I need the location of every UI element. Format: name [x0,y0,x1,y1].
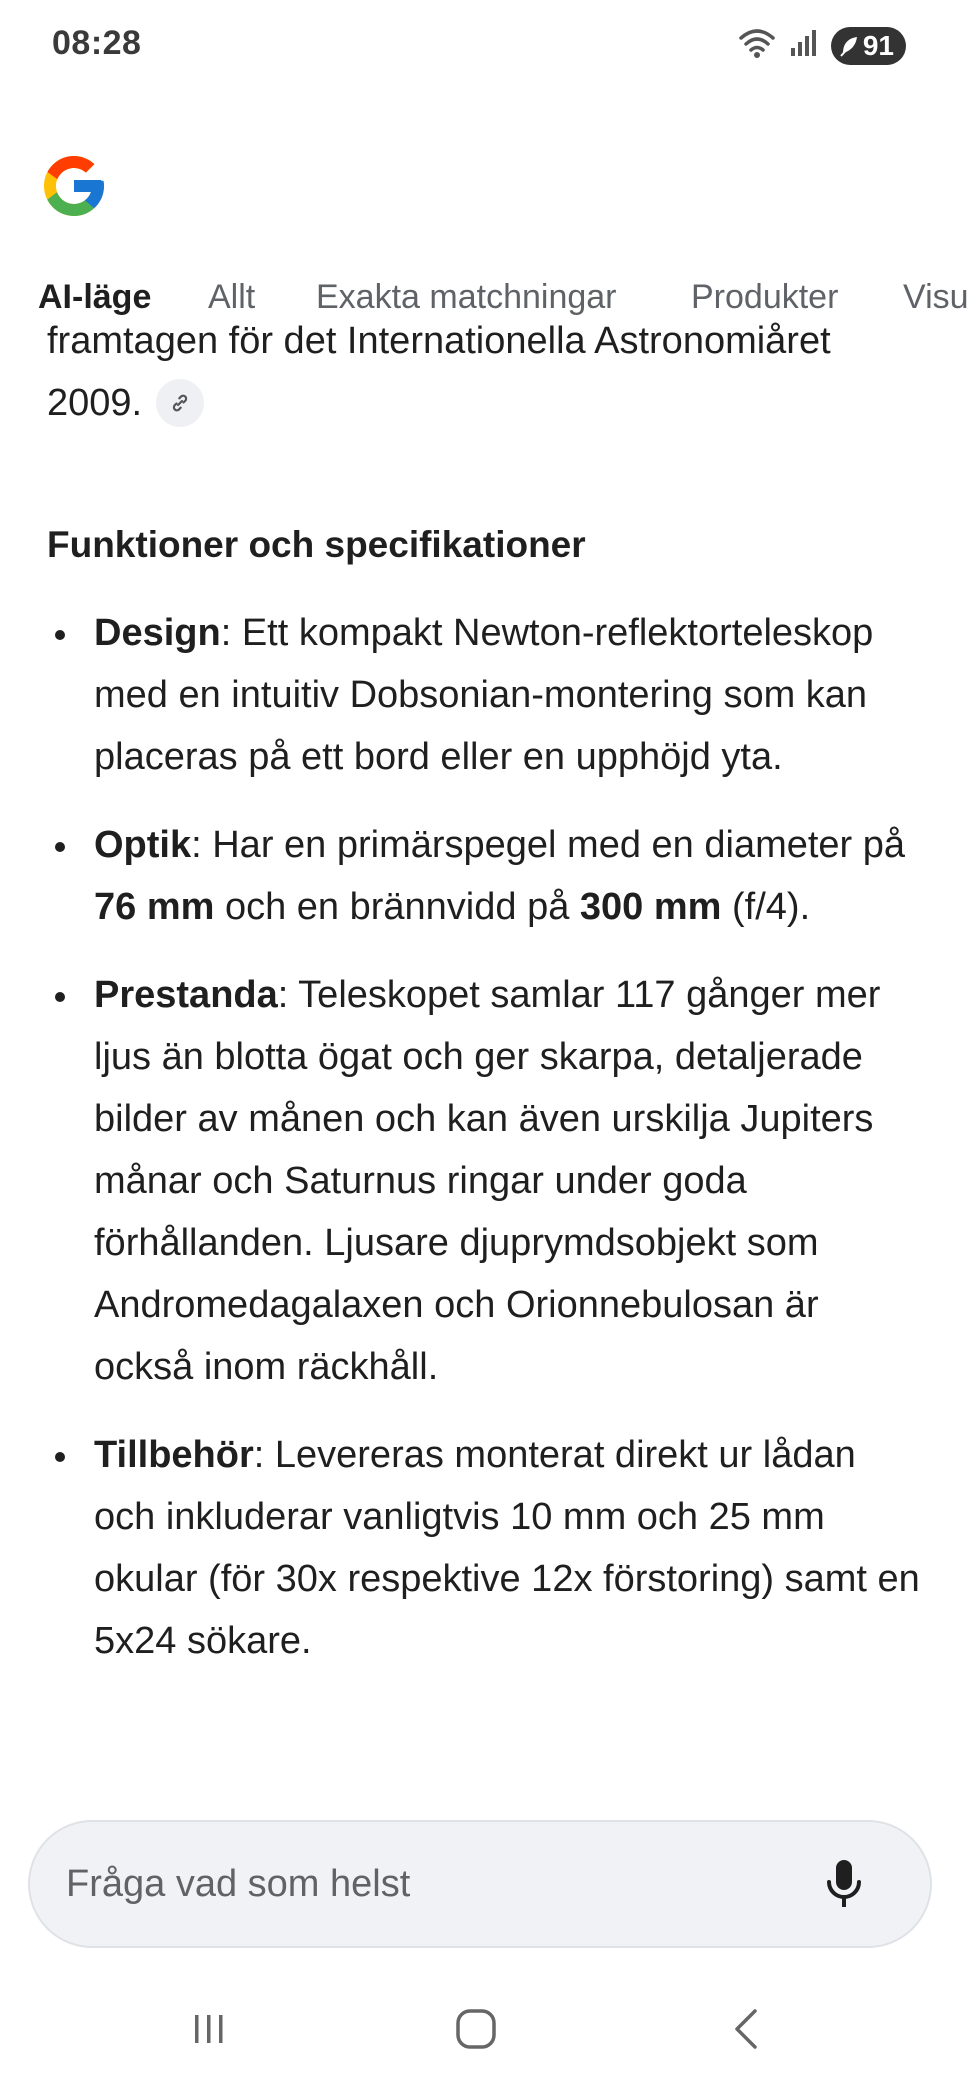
bullet-text: (f/4). [721,886,811,928]
status-bar [0,0,960,90]
bullet-text: och en brännvidd på [214,886,580,928]
list-item-design [47,602,927,788]
year-text: 2009. [47,382,143,424]
status-icons [737,26,906,65]
mic-icon[interactable] [814,1854,874,1914]
wifi-icon [737,26,777,65]
home-icon[interactable] [441,1994,511,2064]
spec-list [47,602,927,1698]
google-g-logo[interactable] [38,150,110,222]
clipped-text-line-2 [47,372,204,434]
status-time: 08:28 [52,24,142,62]
system-nav-bar [0,1980,960,2080]
ask-bar [28,1820,932,1948]
battery-icon [831,27,906,65]
ai-answer-content [47,320,927,1800]
back-icon[interactable] [712,1994,782,2064]
list-item-accessories [47,1424,927,1672]
tab-products[interactable]: Produkter [691,278,839,316]
source-link-button[interactable] [156,379,204,427]
battery-level: 91 [862,29,894,61]
bullet-text: : Levereras monterat direkt ur lådan och inkluderar vanligtvis 10 mm och 25 mm okular (för 30x respektive 12x förstoring) samt en 5x24 sökare. [94,1434,920,1662]
tab-visual[interactable]: Visu [903,278,969,316]
signal-icon [789,28,819,63]
section-heading: Funktioner och specifikationer [47,524,586,565]
recents-icon[interactable] [174,1994,244,2064]
bullet-term: Prestanda [94,974,278,1016]
bullet-text: : Teleskopet samlar 117 gånger mer ljus än blotta ögat och ger skarpa, detaljerade bilder av månen och kan även urskilja Jupiters månar och Saturnus ringar under goda förhållanden. Ljusare djuprymdsobjekt som Andromedagalaxen och Orionnebulosan är också inom räckhåll. [94,974,881,1388]
bullet-bold-value: 300 mm [579,886,722,928]
bullet-term: Optik [94,824,192,866]
bullet-text: : Har en primärspegel med en diameter på [191,824,906,866]
tab-all[interactable]: Allt [208,278,256,316]
list-item-performance [47,964,927,1398]
clipped-text-line: framtagen för det Internationella Astronomiåret [47,320,831,362]
tab-ai-mode[interactable]: AI-läge [38,278,152,316]
list-item-optics [47,814,927,938]
tab-exact-matches[interactable]: Exakta matchningar [316,278,617,316]
link-icon [168,391,192,415]
bullet-term: Design [94,612,221,654]
bullet-term: Tillbehör [94,1434,254,1476]
bullet-bold-value: 76 mm [94,886,215,928]
ask-input[interactable] [30,1863,814,1906]
bullet-text: : Ett kompakt Newton-reflektorteleskop med en intuitiv Dobsonian-montering som kan placeras på ett bord eller en upphöjd yta. [94,612,874,778]
